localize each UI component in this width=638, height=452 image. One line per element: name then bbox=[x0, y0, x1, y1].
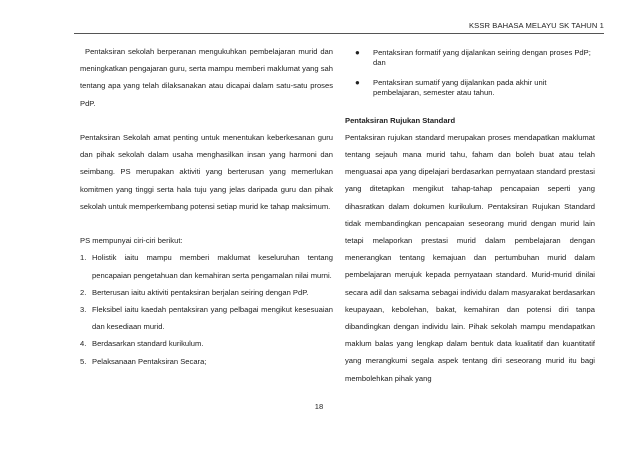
bullet-item bbox=[345, 78, 595, 99]
bullet-text: Pentaksiran formatif yang dijalankan seiring dengan proses PdP; dan bbox=[373, 48, 591, 68]
list-number: 4. bbox=[80, 339, 87, 349]
list-item bbox=[80, 353, 333, 370]
section-heading: Pentaksiran Rujukan Standard bbox=[345, 115, 456, 125]
list-item bbox=[80, 284, 333, 301]
standard-reference-paragraph: Pentaksiran rujukan standard merupakan proses mendapatkan maklumat tentang sejauh mana murid tahu, faham dan boleh buat atau telah menguasai apa yang dipelajari berdasarkan pernyataan standard prestasi yang ditetapkan mengikut tahap-tahap pencapaian seperti yang dihasratkan dalam dokumen kurikulum. Pentaksiran Rujukan Standard tidak membandingkan pencapaian seseorang murid dengan murid lain tetapi melaporkan prestasi murid dalam pembelajaran dengan menerangkan tentang kemajuan dan pertumbuhan murid dalam pembelajaran merujuk kepada pernyataan standard. Murid-murid dinilai secara adil dan saksama sebagai individu dalam masyarakat berdasarkan keupayaan, kebolehan, bakat, kemahiran dan potensi diri tanpa dibandingkan dengan individu lain. Pihak sekolah mampu mendapatkan maklum balas yang lengkap dalam bentuk data kualitatif dan kuantitatif yang merangkumi segala aspek tentang diri seseorang murid itu bagi membolehkan pihak yang bbox=[345, 132, 595, 383]
assessment-type-bullets bbox=[345, 48, 595, 99]
page-number: 18 bbox=[314, 402, 324, 411]
features-intro: PS mempunyai ciri-ciri berikut: bbox=[80, 236, 183, 246]
school-assessment-paragraph: Pentaksiran sekolah berperanan mengukuhkan pembelajaran murid dan meningkatkan pengajaran guru, serta mampu memberi maklumat yang sah tentang apa yang telah dilaksanakan atau dicapai dalam satu-satu proses PdP. bbox=[80, 47, 333, 108]
document-header: KSSR BAHASA MELAYU SK TAHUN 1 bbox=[469, 21, 604, 30]
left-column bbox=[80, 43, 333, 370]
list-item-text: Holistik iaitu mampu memberi maklumat keseluruhan tentang pencapaian pengetahuan dan kemahiran serta pengamalan nilai murni. bbox=[92, 253, 333, 280]
list-item bbox=[80, 301, 333, 335]
bullet-dot-icon: ● bbox=[355, 48, 360, 57]
school-assessment-importance-paragraph: Pentaksiran Sekolah amat penting untuk menentukan keberkesanan guru dan pihak sekolah dalam usaha menghasilkan insan yang harmoni dan seimbang. PS merupakan aktiviti yang berterusan yang memerlukan komitmen yang tinggi serta hala tuju yang jelas daripada guru dan pihak sekolah untuk memperkembang potensi setiap murid ke tahap maksimum. bbox=[80, 133, 333, 211]
bullet-dot-icon: ● bbox=[355, 77, 360, 87]
list-number: 1. bbox=[80, 253, 87, 263]
bullet-item bbox=[345, 48, 595, 69]
header-divider bbox=[74, 33, 604, 34]
list-item-text: Berdasarkan standard kurikulum. bbox=[92, 339, 204, 349]
list-item-text: Fleksibel iaitu kaedah pentaksiran yang pelbagai mengikut kesesuaian dan kesediaan murid. bbox=[92, 305, 333, 332]
list-item bbox=[80, 249, 333, 283]
list-number: 2. bbox=[80, 287, 87, 297]
list-item-text: Pelaksanaan Pentaksiran Secara; bbox=[92, 356, 207, 366]
list-number: 3. bbox=[80, 305, 87, 315]
bullet-text: Pentaksiran sumatif yang dijalankan pada akhir unit pembelajaran, semester atau tahun. bbox=[373, 77, 547, 98]
list-number: 5. bbox=[80, 356, 87, 366]
list-item bbox=[80, 335, 333, 352]
features-list bbox=[80, 249, 333, 369]
right-column bbox=[345, 43, 595, 404]
list-item-text: Berterusan iaitu aktiviti pentaksiran berjalan seiring dengan PdP. bbox=[92, 287, 309, 297]
